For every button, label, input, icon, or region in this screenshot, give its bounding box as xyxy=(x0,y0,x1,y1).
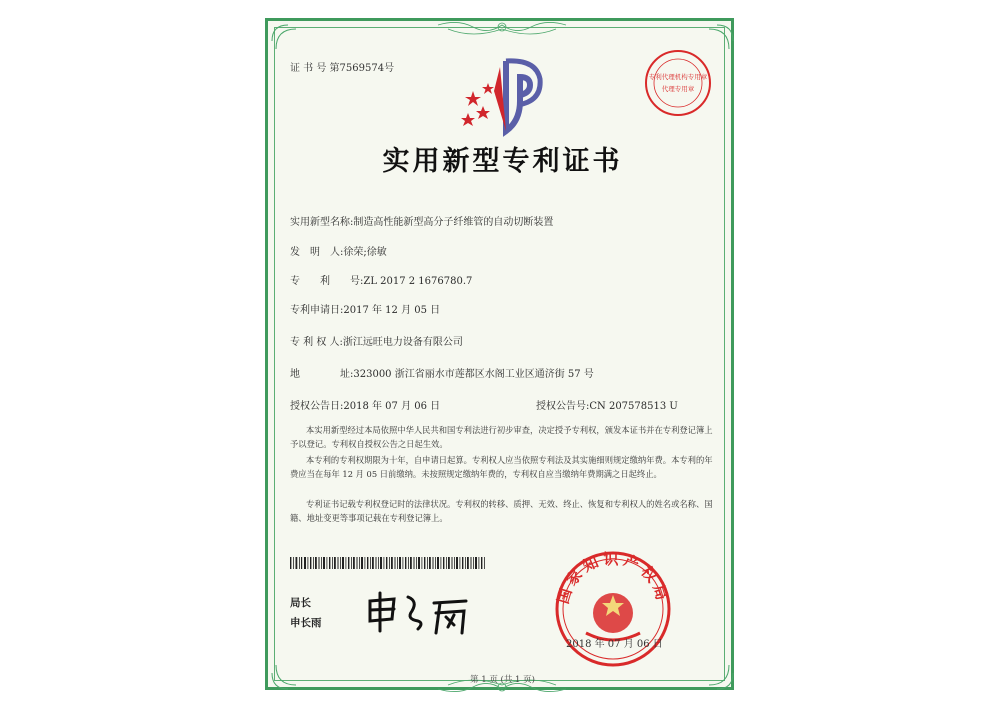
field-patentee xyxy=(290,333,463,348)
director-title: 局长 xyxy=(290,597,311,609)
field-grant-date xyxy=(290,397,440,412)
agent-seal-text-bottom: 代理专用章 xyxy=(661,85,695,93)
national-seal-text: 国家知识产权局 xyxy=(553,550,673,606)
field-value: CN 207578513 U xyxy=(589,401,678,412)
field-value: 制造高性能新型高分子纤维管的自动切断装置 xyxy=(353,217,554,228)
field-grant-number xyxy=(536,397,678,412)
agent-seal-text-top: 专利代理机构专用章 xyxy=(648,73,708,81)
field-label: 发 明 人: xyxy=(290,247,344,258)
field-value: 2018 年 07 月 06 日 xyxy=(343,401,441,412)
field-address xyxy=(290,365,594,380)
seal-date: 2018 年 07 月 06 日 xyxy=(566,639,663,650)
field-value: 323000 浙江省丽水市莲都区水阁工业区通济街 57 号 xyxy=(353,369,594,380)
patent-certificate xyxy=(265,18,734,690)
director-name: 申长雨 xyxy=(290,617,322,629)
field-value: ZL 2017 2 1676780.7 xyxy=(363,276,473,287)
field-value: 2017 年 12 月 05 日 xyxy=(343,305,441,316)
field-application-date xyxy=(290,301,440,316)
paragraph-grant: 本实用新型经过本局依照中华人民共和国专利法进行初步审查，决定授予专利权，颁发本证书并在专利登记簿上予以登记。专利权自授权公告之日起生效。 xyxy=(290,425,713,449)
paragraph-legal-status: 专利证书记载专利权登记时的法律状况。专利权的转移、质押、无效、终止、恢复和专利权人的姓名或名称、国籍、地址变更等事项记载在专利登记簿上。 xyxy=(290,499,713,523)
certificate-inner-border xyxy=(274,27,725,681)
field-value: 徐荣;徐敏 xyxy=(343,247,387,258)
field-label: 专利申请日: xyxy=(290,305,344,316)
page-title: 实用新型专利证书 xyxy=(382,146,623,177)
field-label: 授权公告号: xyxy=(536,401,590,412)
field-utility-model-name xyxy=(290,213,553,228)
field-label: 专 利 权 人: xyxy=(290,337,343,348)
page-footer: 第 1 页 (共 1 页) xyxy=(470,675,535,685)
certificate-number: 证 书 号 第7569574号 xyxy=(290,63,395,74)
field-label: 授权公告日: xyxy=(290,401,344,412)
field-label: 专 利 号: xyxy=(290,276,364,287)
field-label: 实用新型名称: xyxy=(290,217,354,228)
field-label: 地 址: xyxy=(290,369,354,380)
field-inventor xyxy=(290,243,387,258)
paragraph-term: 本专利的专利权期限为十年，自申请日起算。专利权人应当依照专利法及其实施细则规定缴纳年费。本专利的年费应当在每年 12 月 05 日前缴纳。未按照规定缴纳年费的，专利权自应当缴纳年费期满之日起终止。 xyxy=(290,455,713,479)
field-patent-number xyxy=(290,272,472,287)
field-value: 浙江远旺电力设备有限公司 xyxy=(342,337,463,348)
